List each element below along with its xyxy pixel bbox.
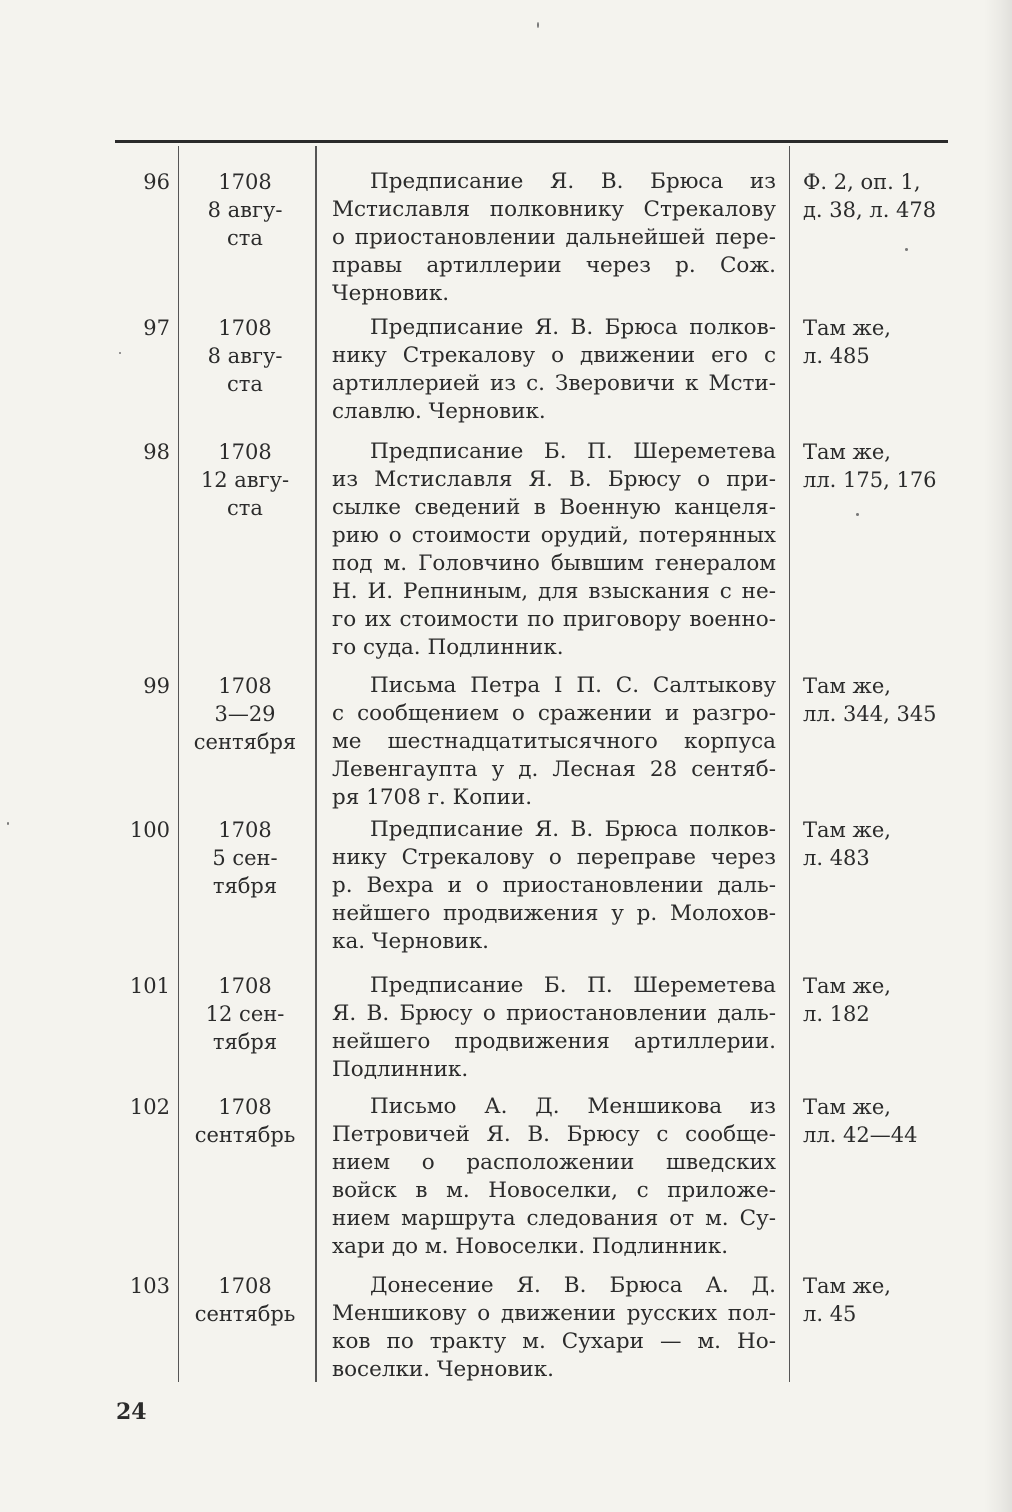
page-number: 24: [116, 1399, 147, 1425]
description-line: Письмо А. Д. Меншикова из: [370, 1094, 776, 1119]
item-date: 1708 12 авгу- ста: [200, 440, 290, 520]
description-line: славлю. Черновик.: [332, 399, 546, 424]
column-divider-2: [315, 146, 317, 1382]
scan-speck: [856, 513, 859, 516]
item-number: 99: [143, 674, 170, 698]
item-number: 96: [143, 170, 170, 194]
description-line: нейшего продвижения артиллерии.: [332, 1029, 776, 1054]
item-description: [332, 438, 776, 662]
archive-reference: Ф. 2, оп. 1, д. 38, л. 478: [803, 170, 937, 222]
description-line: Предписание Я. В. Брюса полков-: [370, 817, 776, 842]
description-line: Мстиславля полковнику Стрекалову: [332, 197, 776, 222]
description-line: Предписание Б. П. Шереметева: [370, 973, 776, 998]
item-number: 102: [129, 1095, 170, 1119]
description-line: Предписание Я. В. Брюса из: [370, 169, 776, 194]
item-description: [332, 1093, 776, 1261]
item-date: 1708 8 авгу- ста: [207, 316, 283, 396]
description-line: нику Стрекалову о переправе через: [332, 845, 776, 870]
scan-speck: [119, 352, 121, 354]
archive-reference: Там же, л. 45: [803, 1274, 891, 1326]
description-line: нику Стрекалову о движении его с: [332, 343, 776, 368]
description-line: го суда. Подлинник.: [332, 635, 564, 660]
item-description: [332, 972, 776, 1084]
description-line: ка. Черновик.: [332, 929, 490, 954]
description-line: с сообщением о сражении и разгро-: [332, 701, 776, 726]
description-line: рию о стоимости орудий, потерянных: [332, 523, 776, 548]
description-line: нейшего продвижения у р. Молохов-: [332, 901, 776, 926]
item-number: 98: [143, 440, 170, 464]
description-line: Левенгаупта у д. Лесная 28 сентяб-: [332, 757, 776, 782]
item-number: 100: [129, 818, 170, 842]
item-number: 101: [129, 974, 170, 998]
scan-speck: [905, 248, 908, 251]
scan-speck: [537, 22, 539, 28]
table-top-rule: [115, 140, 948, 143]
item-date: 1708 сентябрь: [194, 1095, 296, 1147]
description-line: Письма Петра I П. С. Салтыкову: [370, 673, 776, 698]
item-date: 1708 12 сен- тября: [205, 974, 285, 1054]
archive-reference: Там же, лл. 175, 176: [803, 440, 937, 492]
item-description: [332, 816, 776, 956]
description-line: го их стоимости по приговору военно-: [332, 607, 776, 632]
item-description: [332, 168, 776, 308]
description-line: воселки. Черновик.: [332, 1357, 554, 1382]
description-line: хари до м. Новоселки. Подлинник.: [332, 1234, 729, 1259]
description-line: Донесение Я. В. Брюса А. Д.: [370, 1273, 776, 1298]
column-divider-3: [789, 146, 790, 1382]
item-description: [332, 672, 776, 812]
scan-speck: [7, 822, 9, 825]
archive-reference: Там же, лл. 344, 345: [803, 674, 937, 726]
description-line: о приостановлении дальнейшей пере-: [332, 225, 776, 250]
item-date: 1708 5 сен- тября: [212, 818, 278, 898]
description-line: Я. В. Брюсу о приостановлении даль-: [332, 1001, 776, 1026]
item-date: 1708 сентябрь: [194, 1274, 296, 1326]
archive-reference: Там же, л. 485: [803, 316, 891, 368]
description-line: Подлинник.: [332, 1057, 469, 1082]
description-line: ря 1708 г. Копии.: [332, 785, 533, 810]
description-line: р. Вехра и о приостановлении даль-: [332, 873, 776, 898]
column-divider-1: [178, 146, 179, 1382]
item-number: 103: [129, 1274, 170, 1298]
description-line: сылке сведений в Военную канцеля-: [332, 495, 776, 520]
description-line: ме шестнадцатитысячного корпуса: [332, 729, 776, 754]
description-line: Предписание Я. В. Брюса полков-: [370, 315, 776, 340]
page-edge-shadow: [984, 0, 1012, 1512]
description-line: нием маршрута следования от м. Су-: [332, 1206, 776, 1231]
description-line: Черновик.: [332, 281, 450, 306]
description-line: Меншикову о движении русских пол-: [332, 1301, 776, 1326]
description-line: Н. И. Репниным, для взыскания с не-: [332, 579, 776, 604]
description-line: под м. Головчино бывшим генералом: [332, 551, 776, 576]
item-number: 97: [143, 316, 170, 340]
description-line: артиллерией из с. Зверовичи к Мсти-: [332, 371, 776, 396]
item-date: 1708 3—29 сентября: [193, 674, 297, 754]
description-line: Петровичей Я. В. Брюсу с сообще-: [332, 1122, 776, 1147]
description-line: ков по тракту м. Сухари — м. Но-: [332, 1329, 776, 1354]
archive-reference: Там же, лл. 42—44: [803, 1095, 918, 1147]
description-line: войск в м. Новоселки, с приложе-: [332, 1178, 776, 1203]
item-date: 1708 8 авгу- ста: [207, 170, 283, 250]
description-line: нием о расположении шведских: [332, 1150, 776, 1175]
archive-reference: Там же, л. 182: [803, 974, 891, 1026]
item-description: [332, 1272, 776, 1384]
description-line: Предписание Б. П. Шереметева: [370, 439, 776, 464]
item-description: [332, 314, 776, 426]
archive-reference: Там же, л. 483: [803, 818, 891, 870]
description-line: из Мстиславля Я. В. Брюсу о при-: [332, 467, 776, 492]
description-line: правы артиллерии через р. Сож.: [332, 253, 776, 278]
